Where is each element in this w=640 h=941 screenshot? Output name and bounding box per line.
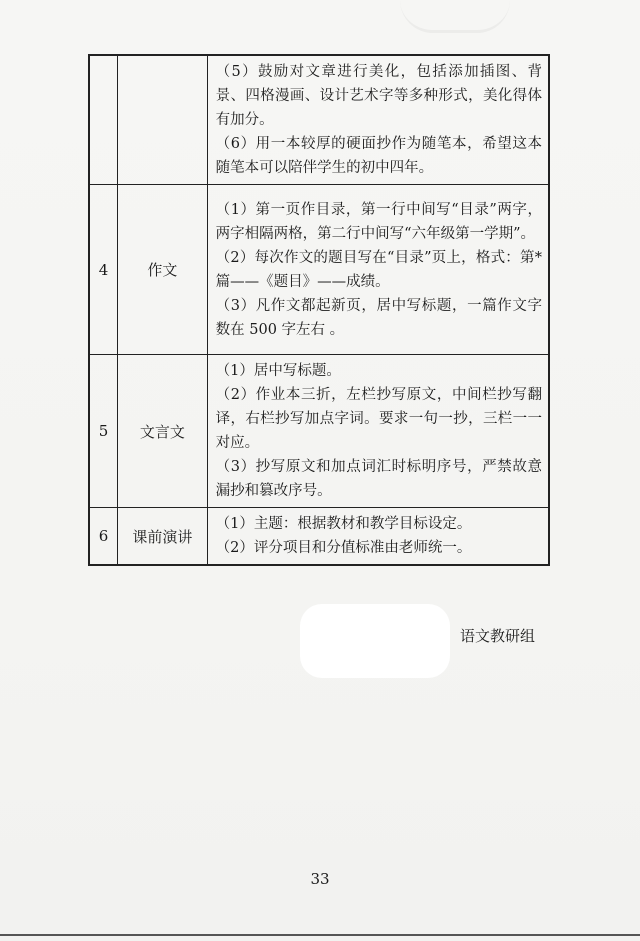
row-content-cell [207,185,549,355]
page-bottom-edge [0,934,640,936]
row-number-cell: 4 [89,185,118,355]
row-content-cell [207,355,549,508]
content-paragraph: （5）鼓励对文章进行美化，包括添加插图、背景、四格漫画、设计艺术字等多种形式，美化得体有加分。 [215,64,542,128]
content-paragraph: （6）用一本较厚的硬面抄作为随笔本，希望这本随笔本可以陪伴学生的初中四年。 [215,136,542,176]
signature-text: 语文教研组 [460,627,536,645]
content-paragraph: （2）评分项目和分值标准由老师统一。 [215,540,472,556]
content-paragraph: （3）凡作文都起新页，居中写标题，一篇作文字数在 500 字左右 。 [215,297,542,338]
row-item-cell: 作文 [118,185,208,355]
row-number-cell [89,55,118,185]
content-paragraph: （2）每次作文的题目写在“目录”页上，格式：第* 篇——《题目》——成绩。 [215,249,542,290]
row-item-cell: 文言文 [118,355,208,508]
content-paragraph: （3）抄写原文和加点词汇时标明序号，严禁故意漏抄和篡改序号。 [215,459,542,499]
requirements-table [88,54,550,566]
row-content-cell [207,55,549,185]
redaction-blob [300,604,450,678]
row-number-cell: 6 [89,508,118,566]
page-number: 33 [310,870,330,888]
row-content-cell [207,508,549,566]
table-row [89,185,549,355]
content-paragraph: （1）第一页作目录，第一行中间写“目录”两字，两字相隔两格，第二行中间写“六年级第一学期”。 [215,201,542,242]
table-row [89,55,549,185]
row-item-cell: 课前演讲 [118,508,208,566]
seal-bleed-through [400,0,510,33]
row-number-cell: 5 [89,355,118,508]
table-row [89,355,549,508]
row-item-cell [118,55,208,185]
content-paragraph: （2）作业本三折，左栏抄写原文，中间栏抄写翻译，右栏抄写加点字词。要求一句一抄，三栏一一对应。 [215,387,542,451]
table-row [89,508,549,566]
content-paragraph: （1）主题：根据教材和教学目标设定。 [215,516,472,532]
content-paragraph: （1）居中写标题。 [215,363,341,379]
